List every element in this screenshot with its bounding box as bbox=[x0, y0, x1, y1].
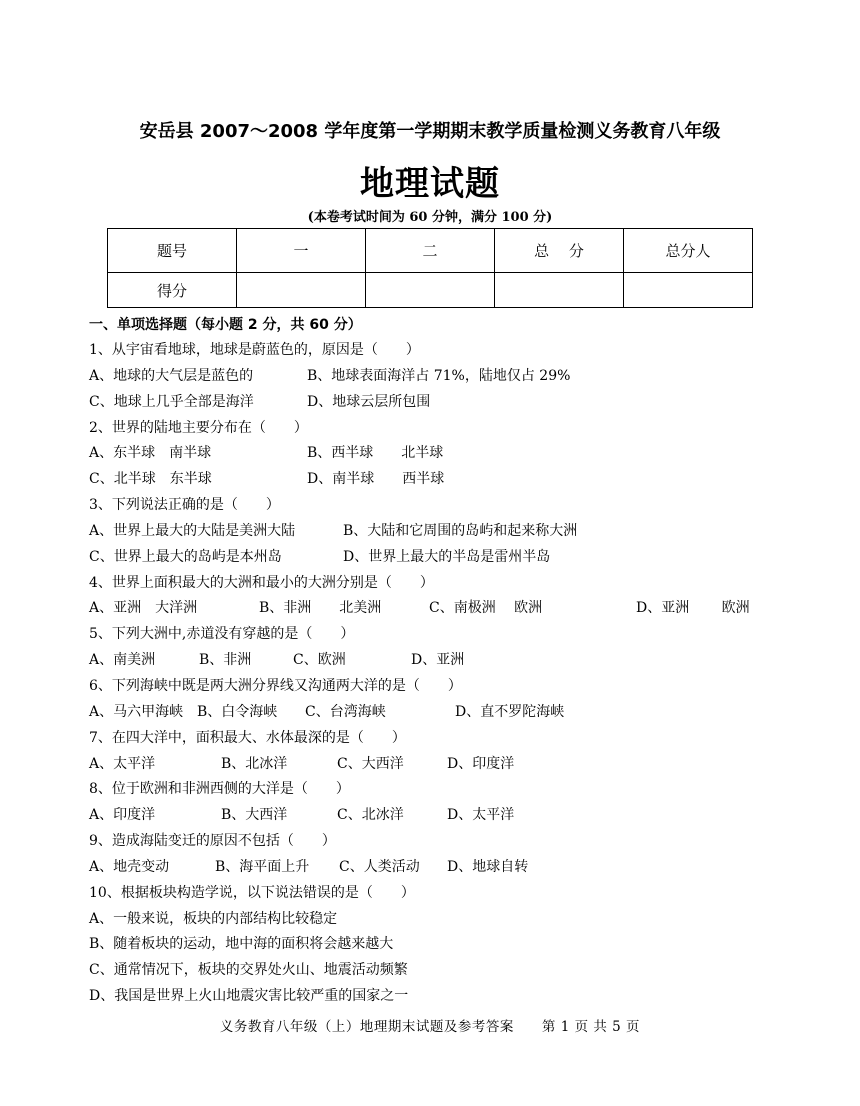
option-row bbox=[89, 441, 789, 467]
answer-option: C、地球上几乎全部是海洋 bbox=[89, 393, 254, 410]
answer-option: B、非洲 bbox=[199, 652, 252, 669]
option-row bbox=[89, 752, 789, 778]
option-row bbox=[89, 803, 789, 829]
question-stem: 4、世界上面积最大的大洲和最小的大洲分别是（ ） bbox=[89, 574, 434, 591]
answer-option: A、一般来说，板块的内部结构比较稳定 bbox=[89, 910, 338, 927]
answer-option: B、地球表面海洋占 71%，陆地仅占 29% bbox=[307, 367, 571, 384]
option-row bbox=[89, 390, 789, 416]
answer-option: C、通常情况下，板块的交界处火山、地震活动频繁 bbox=[89, 962, 408, 979]
answer-option: B、大陆和它周围的岛屿和起来称大洲 bbox=[343, 522, 578, 539]
question-stem: 2、世界的陆地主要分布在（ ） bbox=[89, 419, 308, 436]
score-cell: 得分 bbox=[108, 273, 237, 308]
question-stem: 5、下列大洲中,赤道没有穿越的是（ ） bbox=[89, 626, 355, 643]
answer-option: A、世界上最大的大陆是美洲大陆 bbox=[89, 522, 296, 539]
score-input-cell[interactable] bbox=[366, 273, 495, 308]
answer-option: B、随着板块的运动，地中海的面积将会越来越大 bbox=[89, 936, 394, 953]
answer-option: B、非洲 北美洲 bbox=[259, 600, 382, 617]
option-row bbox=[89, 855, 789, 881]
score-cell: 二 bbox=[366, 229, 495, 273]
question-stem: 8、位于欧洲和非洲西侧的大洋是（ ） bbox=[89, 781, 350, 798]
answer-option: C、欧洲 bbox=[293, 652, 346, 669]
answer-option: A、印度洋 bbox=[89, 807, 156, 824]
answer-option: B、大西洋 bbox=[221, 807, 288, 824]
question-stem: 1、从宇宙看地球，地球是蔚蓝色的，原因是（ ） bbox=[89, 342, 420, 358]
question-stem: 7、在四大洋中，面积最大、水体最深的是（ ） bbox=[89, 729, 406, 746]
option-row bbox=[89, 648, 789, 674]
answer-option: B、北冰洋 bbox=[221, 755, 288, 772]
answer-option: D、我国是世界上火山地震灾害比较严重的国家之一 bbox=[89, 988, 409, 1005]
page-footer: 义务教育八年级（上）地理期末试题及参考答案 第 1 页 共 5 页 bbox=[219, 1019, 641, 1035]
answer-option: C、北半球 东半球 bbox=[89, 471, 212, 488]
question-stem: 10、根据板块构造学说，以下说法错误的是（ ） bbox=[89, 884, 415, 901]
answer-option: D、亚洲 bbox=[411, 652, 465, 669]
question-stem: 6、下列海峡中既是两大洲分界线又沟通两大洋的是（ ） bbox=[89, 677, 462, 694]
option-row bbox=[89, 467, 789, 493]
question-list bbox=[89, 338, 789, 1010]
answer-option: A、东半球 南半球 bbox=[89, 445, 212, 462]
score-table-header-row bbox=[108, 229, 753, 273]
score-cell: 题号 bbox=[108, 229, 237, 273]
answer-option: D、亚洲 欧洲 bbox=[636, 600, 750, 617]
score-input-cell[interactable] bbox=[495, 273, 624, 308]
answer-option: C、台湾海峡 bbox=[305, 703, 386, 720]
exam-title: 地理试题 bbox=[360, 164, 500, 204]
option-row bbox=[89, 596, 789, 622]
answer-option: A、地球的大气层是蓝色的 bbox=[89, 367, 254, 384]
answer-option: A、亚洲 大洋洲 bbox=[89, 600, 198, 617]
question-stem: 9、造成海陆变迁的原因不包括（ ） bbox=[89, 833, 336, 850]
section-heading: 一、单项选择题（每小题 2 分，共 60 分） bbox=[89, 317, 362, 333]
answer-option: B、海平面上升 bbox=[215, 858, 310, 875]
answer-option: C、北冰洋 bbox=[337, 807, 404, 824]
exam-subtitle: (本卷考试时间为 60 分钟，满分 100 分) bbox=[307, 210, 553, 225]
score-cell: 总分人 bbox=[624, 229, 753, 273]
answer-option: A、马六甲海峡 bbox=[89, 703, 184, 720]
score-cell: 总 分 bbox=[495, 229, 624, 273]
option-row bbox=[89, 519, 789, 545]
answer-option: A、地壳变动 bbox=[89, 858, 170, 875]
answer-option: D、太平洋 bbox=[447, 807, 515, 824]
score-table bbox=[107, 228, 753, 308]
answer-option: D、地球自转 bbox=[447, 858, 529, 875]
answer-option: C、大西洋 bbox=[337, 755, 404, 772]
score-input-cell[interactable] bbox=[624, 273, 753, 308]
option-row bbox=[89, 364, 789, 390]
answer-option: D、世界上最大的半岛是雷州半岛 bbox=[343, 548, 551, 565]
answer-option: D、地球云层所包围 bbox=[307, 393, 431, 410]
answer-option: C、人类活动 bbox=[339, 858, 420, 875]
question-stem: 3、下列说法正确的是（ ） bbox=[89, 497, 280, 514]
answer-option: D、直不罗陀海峡 bbox=[455, 703, 565, 720]
answer-option: B、白令海峡 bbox=[197, 703, 278, 720]
answer-option: C、世界上最大的岛屿是本州岛 bbox=[89, 548, 282, 565]
answer-option: B、西半球 北半球 bbox=[307, 445, 444, 462]
score-input-cell[interactable] bbox=[237, 273, 366, 308]
answer-option: A、南美洲 bbox=[89, 652, 156, 669]
score-cell: 一 bbox=[237, 229, 366, 273]
answer-option: C、南极洲 欧洲 bbox=[429, 600, 543, 617]
answer-option: D、南半球 西半球 bbox=[307, 471, 445, 488]
answer-option: D、印度洋 bbox=[447, 755, 515, 772]
score-table-score-row bbox=[108, 273, 753, 308]
option-row bbox=[89, 700, 789, 726]
answer-option: A、太平洋 bbox=[89, 755, 156, 772]
option-row bbox=[89, 545, 789, 571]
exam-header: 安岳县 2007～2008 学年度第一学期期末教学质量检测义务教育八年级 bbox=[139, 121, 721, 142]
